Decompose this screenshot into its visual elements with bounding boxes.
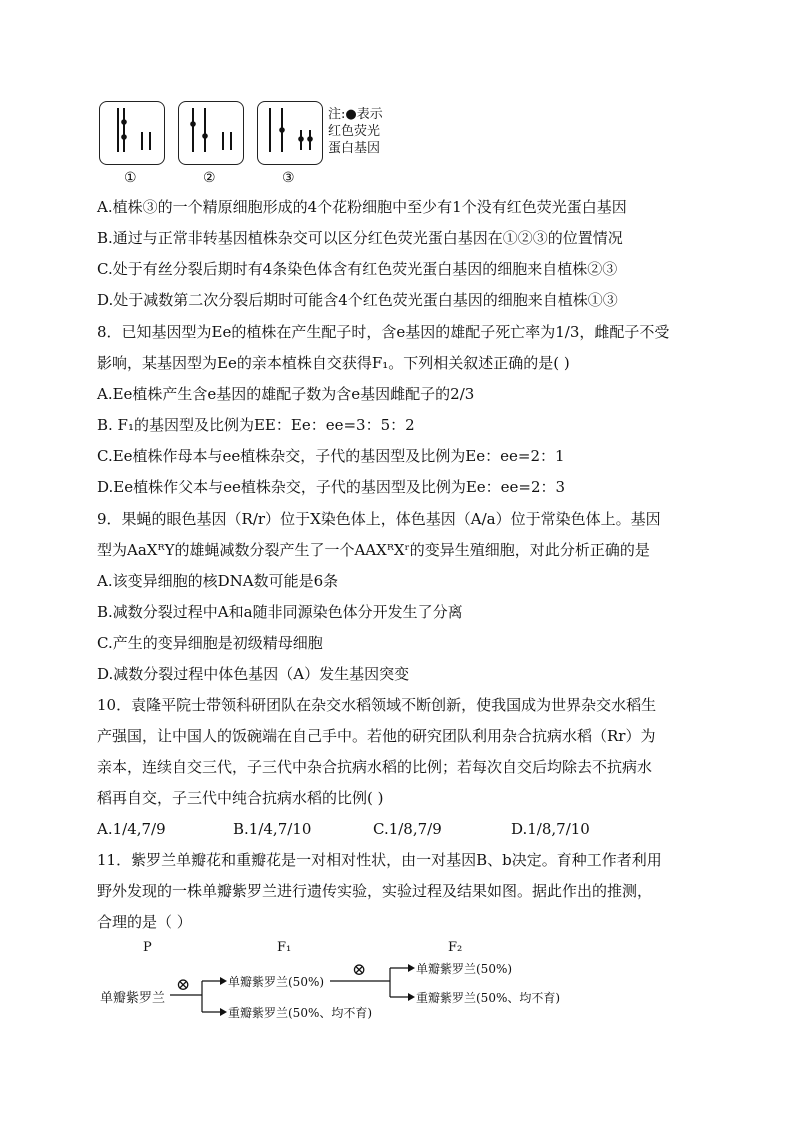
q8-option-d: D.Ee植株作父本与ee植株杂交，子代的基因型及比例为Ee：ee=2：3 (97, 478, 566, 496)
f1-double-label: 重瓣紫罗兰(50%、均不育) (228, 1006, 373, 1020)
q8-option-b: B. F₁的基因型及比例为EE：Ee：ee=3：5：2 (97, 416, 415, 434)
q7-option-b: B.通过与正常非转基因植株杂交可以区分红色荧光蛋白基因在①②③的位置情况 (97, 229, 623, 247)
q7-option-d: D.处于减数第二次分裂后期时可能含4个红色荧光蛋白基因的细胞来自植株①③ (97, 291, 618, 309)
figure-label-3: ③ (282, 170, 295, 186)
q10-stem: 产强国，让中国人的饭碗端在自己手中。若他的研究团队利用杂合抗病水稻（Rr）为 (97, 727, 656, 745)
figure-note-line: 红色荧光 (328, 124, 381, 139)
q8-stem: 影响，某基因型为Ee的亲本植株自交获得F₁。下列相关叙述正确的是( ) (97, 354, 570, 372)
f2-double-label: 重瓣紫罗兰(50%、均不育) (416, 991, 561, 1005)
q10-option-a: A.1/4,7/9 (97, 820, 166, 838)
q9-option-a: A.该变异细胞的核DNA数可能是6条 (97, 572, 339, 590)
q7-option-c: C.处于有丝分裂后期时有4条染色体含有红色荧光蛋白基因的细胞来自植株②③ (97, 260, 618, 278)
figure-label-2: ② (203, 170, 216, 186)
q8-option-c: C.Ee植株作母本与ee植株杂交，子代的基因型及比例为Ee：ee=2：1 (97, 447, 565, 465)
q7-option-a: A.植株③的一个精原细胞形成的4个花粉细胞中至少有1个没有红色荧光蛋白基因 (97, 198, 627, 216)
generation-label-p: P (143, 940, 152, 955)
q10-stem: 亲本，连续自交三代，子三代中杂合抗病水稻的比例；若每次自交后均除去不抗病水 (97, 758, 653, 776)
f1-single-label: 单瓣紫罗兰(50%) (228, 975, 325, 989)
self-cross-symbol: ⊗ (352, 960, 367, 980)
parent-label: 单瓣紫罗兰 (100, 991, 166, 1006)
q11-stem: 11．紫罗兰单瓣花和重瓣花是一对相对性状，由一对基因B、b决定。育种工作者利用 (97, 851, 662, 869)
q10-option-d: D.1/8,7/10 (511, 820, 590, 838)
q11-stem: 合理的是（ ） (97, 913, 192, 931)
q8-stem: 8．已知基因型为Ee的植株在产生配子时，含e基因的雄配子死亡率为1/3，雌配子不受 (97, 323, 670, 341)
chromosome-box-1 (99, 101, 165, 165)
figure-note-line: 注:●表示 (328, 107, 383, 122)
figure-note (328, 106, 383, 157)
q9-option-d: D.减数分裂过程中体色基因（A）发生基因突变 (97, 665, 410, 683)
self-cross-symbol: ⊗ (176, 975, 191, 995)
q9-option-b: B.减数分裂过程中A和a随非同源染色体分开发生了分离 (97, 603, 463, 621)
q10-stem: 10．袁隆平院士带领科研团队在杂交水稻领域不断创新，使我国成为世界杂交水稻生 (97, 696, 657, 714)
chromosome-box-2 (178, 101, 244, 165)
f2-single-label: 单瓣紫罗兰(50%) (416, 962, 513, 976)
q9-stem: 型为AaXᴿY的雄蝇减数分裂产生了一个AAXᴿXʳ的变异生殖细胞，对此分析正确的是 (97, 541, 650, 559)
q11-stem: 野外发现的一株单瓣紫罗兰进行遗传实验，实验过程及结果如图。据此作出的推测， (97, 882, 653, 900)
chromosome-diagram-2 (179, 102, 243, 164)
chromosome-diagram-3 (258, 102, 322, 164)
generation-label-f1: F₁ (277, 940, 292, 955)
q9-option-c: C.产生的变异细胞是初级精母细胞 (97, 634, 323, 652)
q10-option-c: C.1/8,7/9 (373, 820, 442, 838)
chromosome-diagram-1 (100, 102, 164, 164)
generation-label-f2: F₂ (448, 940, 463, 955)
q10-stem: 稻再自交，子三代中纯合抗病水稻的比例( ) (97, 789, 384, 807)
q10-option-b: B.1/4,7/10 (233, 820, 312, 838)
chromosome-box-3 (257, 101, 323, 165)
q8-option-a: A.Ee植株产生含e基因的雄配子数为含e基因雌配子的2/3 (97, 385, 475, 403)
figure-note-line: 蛋白基因 (328, 141, 381, 156)
q9-stem: 9．果蝇的眼色基因（R/r）位于X染色体上，体色基因（A/a）位于常染色体上。基因 (97, 510, 661, 528)
figure-label-1: ① (124, 170, 137, 186)
